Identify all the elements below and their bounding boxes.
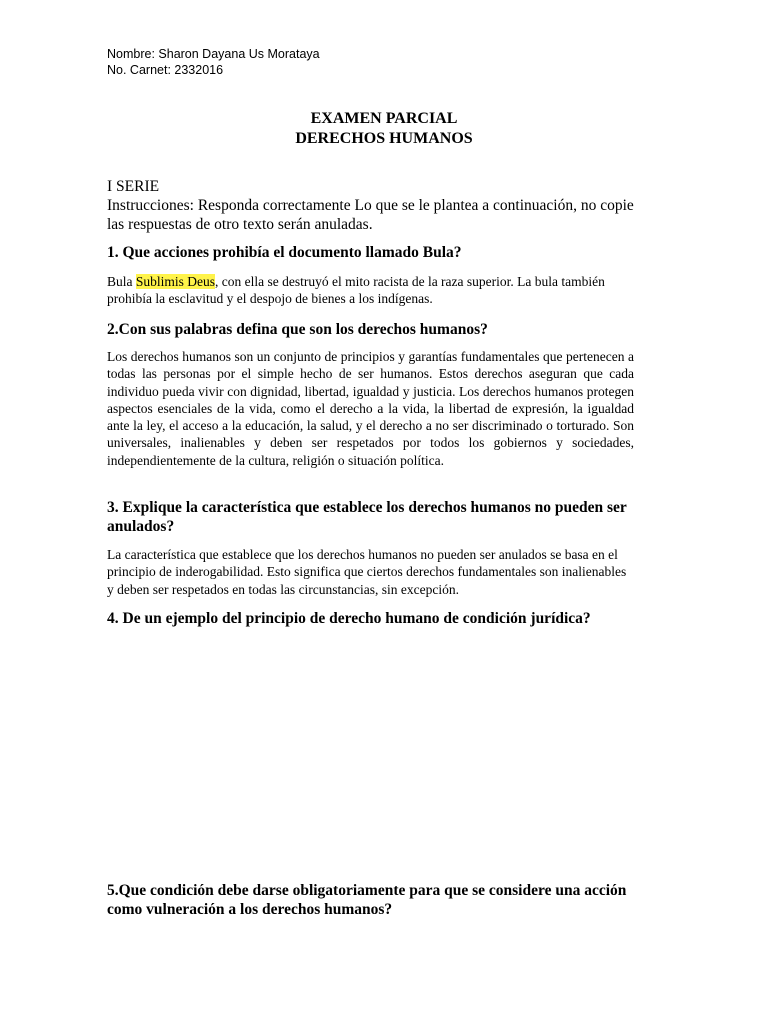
question-2: 2.Con sus palabras defina que son los derechos humanos? bbox=[107, 321, 488, 338]
highlighted-term: Sublimis Deus bbox=[135, 274, 216, 289]
student-name: Nombre: Sharon Dayana Us Morataya bbox=[107, 47, 320, 61]
series-heading: I SERIE bbox=[107, 178, 160, 195]
student-header bbox=[107, 46, 320, 78]
exam-title: EXAMEN PARCIAL bbox=[310, 110, 458, 127]
answer-3: La característica que establece que los derechos humanos no pueden ser anulados se basa en el principio de inderogabilidad. Esto significa que ciertos derechos fundamentales son inalienables y deben ser respetados en todas las circunstancias, sin excepción. bbox=[107, 547, 627, 597]
instructions-text: Instrucciones: Responda correctamente Lo que se le plantea a continuación, no copie las respuestas de otro texto serán anuladas. bbox=[107, 197, 634, 233]
student-carnet: No. Carnet: 2332016 bbox=[107, 63, 224, 77]
answer-1 bbox=[107, 273, 634, 308]
answer-2: Los derechos humanos son un conjunto de principios y garantías fundamentales que pertenecen a todas las personas por el simple hecho de ser humanos. Estos derechos aseguran que cada individuo pueda vivir con dignidad, libertad, igualdad y justicia. Los derechos humanos protegen aspectos esenciales de la vida, como el derecho a la vida, la libertad de expresión, la igualdad ante la ley, el acceso a la educación, la salud, y el derecho a no ser discriminado o torturado. Son universales, inalienables y deben ser respetados por todos los gobiernos y sociedades, independientemente de la cultura, religión o situación política. bbox=[107, 349, 634, 468]
question-3: 3. Explique la característica que establece los derechos humanos no pueden ser anulados? bbox=[107, 499, 627, 535]
question-1: 1. Que acciones prohibía el documento llamado Bula? bbox=[107, 244, 462, 261]
answer-1-rest: , con ella se destruyó el mito racista de la raza superior. La bula también prohibía la esclavitud y el despojo de bienes a los indígenas. bbox=[107, 274, 605, 307]
question-5: 5.Que condición debe darse obligatoriamente para que se considere una acción como vulneración a los derechos humanos? bbox=[107, 882, 627, 918]
answer-1-prefix: Bula bbox=[107, 274, 136, 289]
question-4: 4. De un ejemplo del principio de derecho humano de condición jurídica? bbox=[107, 610, 591, 627]
exam-subject: DERECHOS HUMANOS bbox=[295, 130, 473, 147]
